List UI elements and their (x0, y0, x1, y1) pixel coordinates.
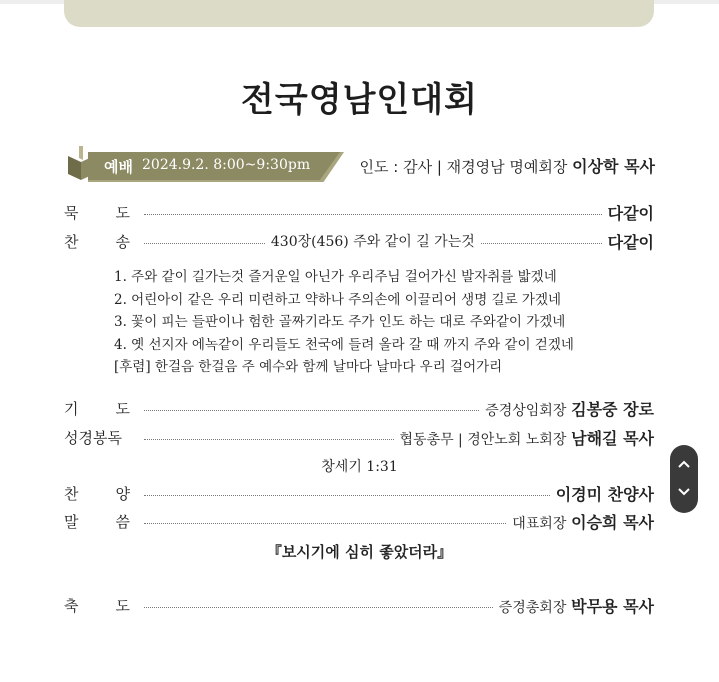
leader-dots (144, 214, 602, 215)
leader-dots (481, 243, 602, 244)
leader-dots (144, 439, 394, 440)
leader-dots (144, 607, 493, 608)
book-icon (68, 146, 94, 180)
row-value: 이경미 찬양사 (555, 484, 654, 504)
row-value: 대표회장 이승희 목사 (512, 512, 654, 532)
program-row-silent-prayer (64, 200, 654, 224)
leader-dots (144, 243, 265, 244)
program-row-praise (64, 481, 654, 505)
leader-dots (144, 410, 479, 411)
row-label: 성경봉독 (64, 428, 122, 447)
row-value: 증경총회장 박무용 목사 (498, 596, 654, 616)
hymn-title: 430장(456) 주와 같이 길 가는것 (270, 234, 475, 250)
scroll-down-button[interactable] (670, 477, 698, 507)
leader-dots (144, 523, 506, 524)
lyric-line: [후렴] 한걸음 한걸음 주 예수와 함께 날마다 날마다 우리 걸어가리 (114, 359, 503, 376)
row-label: 말 씀 (64, 512, 130, 531)
program-row-hymn (64, 229, 654, 253)
leader-prefix: 인도 : 감사 | 재경영남 명예회장 (359, 158, 568, 176)
scripture-reference: 창세기 1:31 (321, 459, 398, 475)
hymn-lyrics (114, 266, 574, 379)
scroll-control (670, 445, 698, 513)
row-value: 다같이 (607, 203, 654, 223)
lyric-line: 1. 주와 같이 길가는것 즐거운일 아닌가 우리주님 걸어가신 발자취를 밟겠네 (114, 269, 557, 285)
row-label: 기 도 (64, 399, 130, 418)
row-label: 묵 도 (64, 203, 130, 222)
row-label: 찬 양 (64, 484, 130, 503)
leader-info (360, 154, 655, 177)
header-band (64, 0, 654, 27)
leader-dots (144, 495, 550, 496)
service-label: 예배 (104, 158, 133, 176)
page-title: 전국영남인대회 (241, 80, 478, 120)
leader-name: 이상학 목사 (572, 157, 655, 176)
lyric-line: 4. 옛 선지자 에녹같이 우리들도 천국에 들려 올라 갈 때 까지 주와 같이 걷겠네 (114, 336, 574, 353)
chevron-down-icon (677, 487, 691, 497)
row-value: 다같이 (607, 232, 655, 252)
row-value: 협동총무 | 경안노회 노회장 남해길 목사 (399, 428, 654, 448)
lyric-line: 3. 꽃이 피는 들판이나 험한 골짜기라도 주가 인도 하는 대로 주와같이 가겠네 (114, 314, 566, 331)
service-badge (68, 140, 344, 182)
service-time: 2024.9.2. 8:00~9:30pm (142, 157, 311, 173)
scroll-up-button[interactable] (670, 449, 698, 479)
row-value: 증경상임회장 김봉중 장로 (485, 399, 654, 419)
program-row-prayer (64, 396, 654, 420)
chevron-up-icon (677, 459, 691, 469)
row-label: 축 도 (64, 596, 130, 615)
row-label: 찬 송 (64, 232, 130, 251)
program-row-scripture (64, 425, 654, 449)
program-row-benediction (64, 593, 654, 617)
sermon-title: 『보시기에 심히 좋았더라』 (266, 543, 453, 561)
program-row-sermon (64, 509, 654, 533)
lyric-line: 2. 어린아이 같은 우리 미련하고 약하나 주의손에 이끌리어 생명 길로 가겠네 (114, 291, 562, 308)
